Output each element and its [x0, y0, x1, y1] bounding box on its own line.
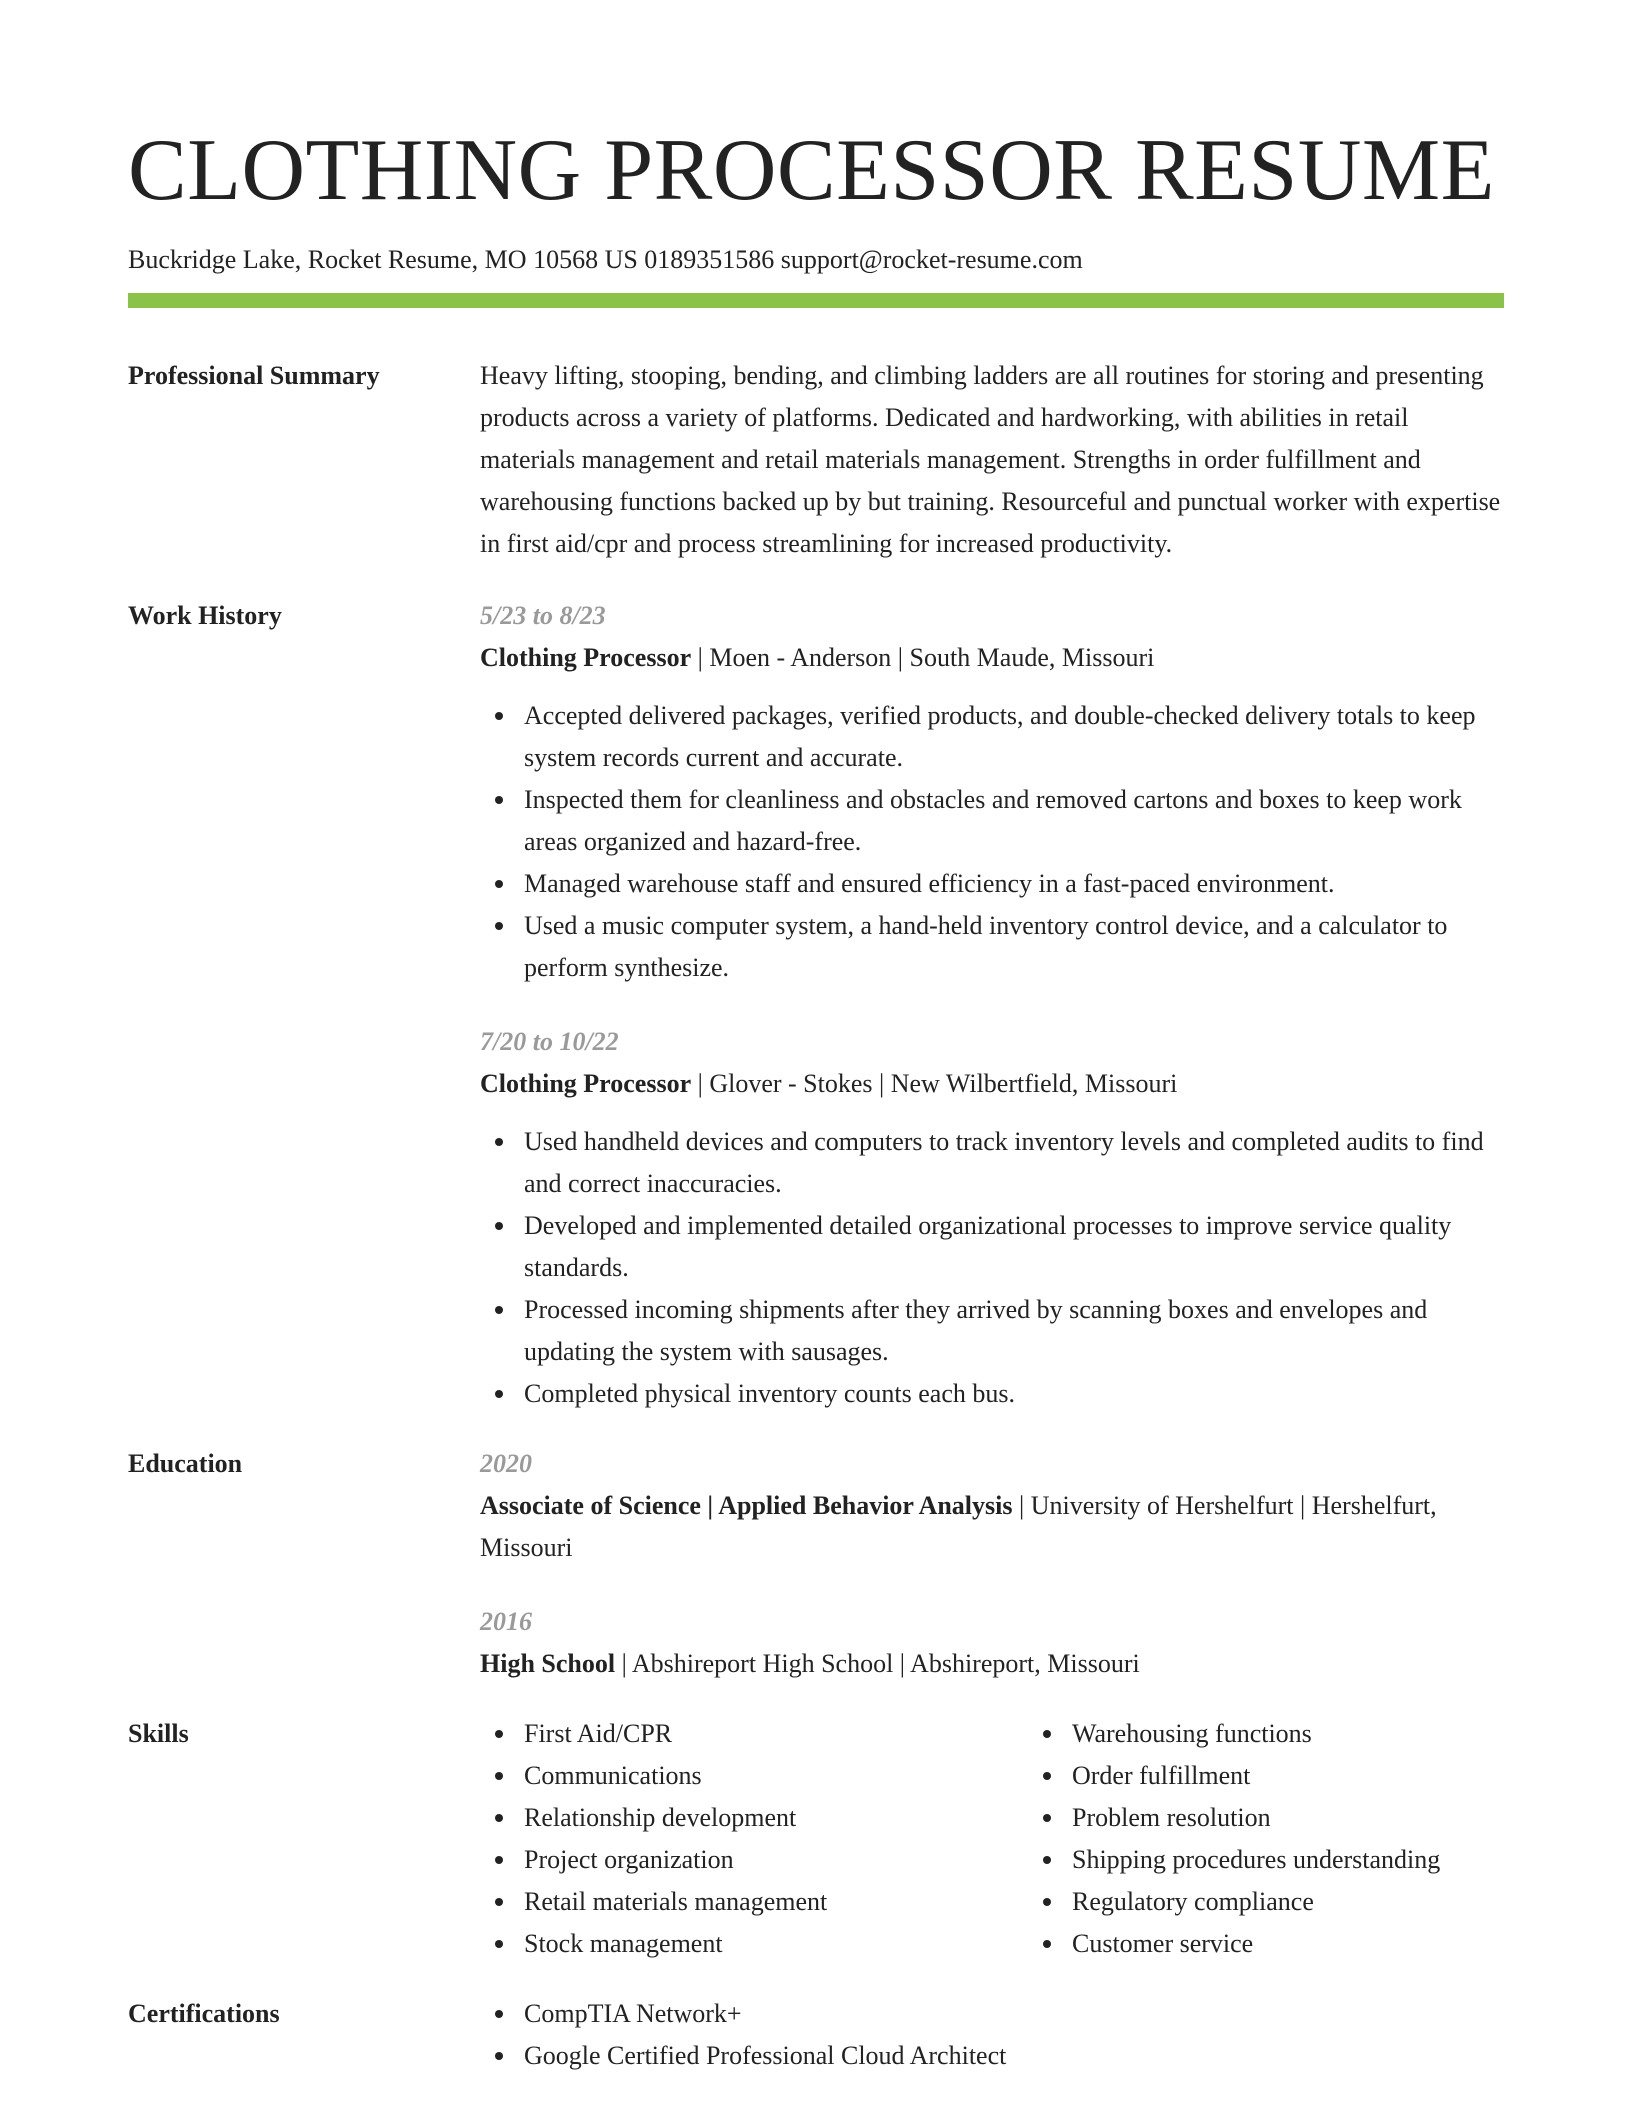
job-bullet: Accepted delivered packages, verified products, and double-checked delivery totals to keep system records current and accurate. [524, 695, 1504, 779]
degree-name: Associate of Science | Applied Behavior Analysis [480, 1491, 1013, 1520]
job-heading [480, 637, 1504, 679]
skill-item: First Aid/CPR [524, 1713, 1028, 1755]
job-bullet: Used handheld devices and computers to track inventory levels and completed audits to find and correct inaccuracies. [524, 1121, 1504, 1205]
education-heading-line [480, 1485, 1504, 1569]
skill-item: Stock management [524, 1923, 1028, 1965]
education-section [128, 1443, 1504, 1685]
skills-column-left [480, 1713, 1028, 1965]
job-bullets [480, 1121, 1504, 1415]
education-year: 2020 [480, 1449, 532, 1478]
certification-item: Google Certified Professional Cloud Architect [524, 2035, 1504, 2077]
accent-divider [128, 293, 1504, 308]
skill-item: Shipping procedures understanding [1072, 1839, 1592, 1881]
work-history-heading: Work History [128, 601, 282, 630]
job-bullets [480, 695, 1504, 989]
education-entry [480, 1601, 1504, 1685]
education-year: 2016 [480, 1607, 532, 1636]
resume-title: CLOTHING PROCESSOR RESUME [128, 122, 1495, 219]
job-dates: 5/23 to 8/23 [480, 601, 606, 630]
job-details: | Glover - Stokes | New Wilbertfield, Missouri [691, 1069, 1178, 1098]
job-entry [480, 595, 1504, 989]
education-entry [480, 1443, 1504, 1569]
certifications-content [480, 1993, 1504, 2077]
skill-item: Communications [524, 1755, 1028, 1797]
skill-item: Relationship development [524, 1797, 1028, 1839]
education-heading: Education [128, 1449, 243, 1478]
education-content [480, 1443, 1504, 1685]
summary-heading: Professional Summary [128, 361, 380, 390]
degree-name: High School [480, 1649, 616, 1678]
skill-item: Warehousing functions [1072, 1713, 1592, 1755]
job-bullet: Used a music computer system, a hand-held inventory control device, and a calculator to perform synthesize. [524, 905, 1504, 989]
certifications-heading: Certifications [128, 1999, 280, 2028]
skill-item: Project organization [524, 1839, 1028, 1881]
skills-section [128, 1713, 1504, 1965]
contact-line: Buckridge Lake, Rocket Resume, MO 10568 US 0189351586 support@rocket-resume.com [128, 245, 1083, 274]
job-bullet: Inspected them for cleanliness and obstacles and removed cartons and boxes to keep work areas organized and hazard-free. [524, 779, 1504, 863]
degree-details: | University of Hershelfurt | Hershelfurt, Missouri [480, 1491, 1437, 1562]
skills-column-right [1028, 1713, 1592, 1965]
degree-details: | Abshireport High School | Abshireport, Missouri [615, 1649, 1140, 1678]
skills-heading: Skills [128, 1719, 189, 1748]
work-history-section [128, 595, 1504, 1415]
certifications-list [480, 1993, 1504, 2077]
summary-section [128, 355, 1504, 565]
job-dates: 7/20 to 10/22 [480, 1027, 619, 1056]
job-details: | Moen - Anderson | South Maude, Missouri [691, 643, 1155, 672]
resume-page [128, 0, 1504, 2077]
skill-item: Regulatory compliance [1072, 1881, 1592, 1923]
job-bullet: Completed physical inventory counts each bus. [524, 1373, 1504, 1415]
skill-item: Retail materials management [524, 1881, 1028, 1923]
job-heading [480, 1063, 1504, 1105]
job-entry [480, 1021, 1504, 1415]
skill-item: Problem resolution [1072, 1797, 1592, 1839]
job-bullet: Developed and implemented detailed organizational processes to improve service quality standards. [524, 1205, 1504, 1289]
job-title: Clothing Processor [480, 1069, 692, 1098]
job-bullet: Managed warehouse staff and ensured efficiency in a fast-paced environment. [524, 863, 1504, 905]
education-heading-line [480, 1643, 1504, 1685]
skills-content [480, 1713, 1592, 1965]
skill-item: Customer service [1072, 1923, 1592, 1965]
work-history-content [480, 595, 1504, 1415]
job-title: Clothing Processor [480, 643, 692, 672]
summary-text: Heavy lifting, stooping, bending, and climbing ladders are all routines for storing and presenting products across a variety of platforms. Dedicated and hardworking, with abilities in retail materials management and retail materials management. Strengths in order fulfillment and warehousing functions backed up by but training. Resourceful and punctual worker with expertise in first aid/cpr and process streamlining for increased productivity. [480, 361, 1501, 558]
skill-item: Order fulfillment [1072, 1755, 1592, 1797]
certification-item: CompTIA Network+ [524, 1993, 1504, 2035]
job-bullet: Processed incoming shipments after they arrived by scanning boxes and envelopes and updating the system with sausages. [524, 1289, 1504, 1373]
certifications-section [128, 1993, 1504, 2077]
